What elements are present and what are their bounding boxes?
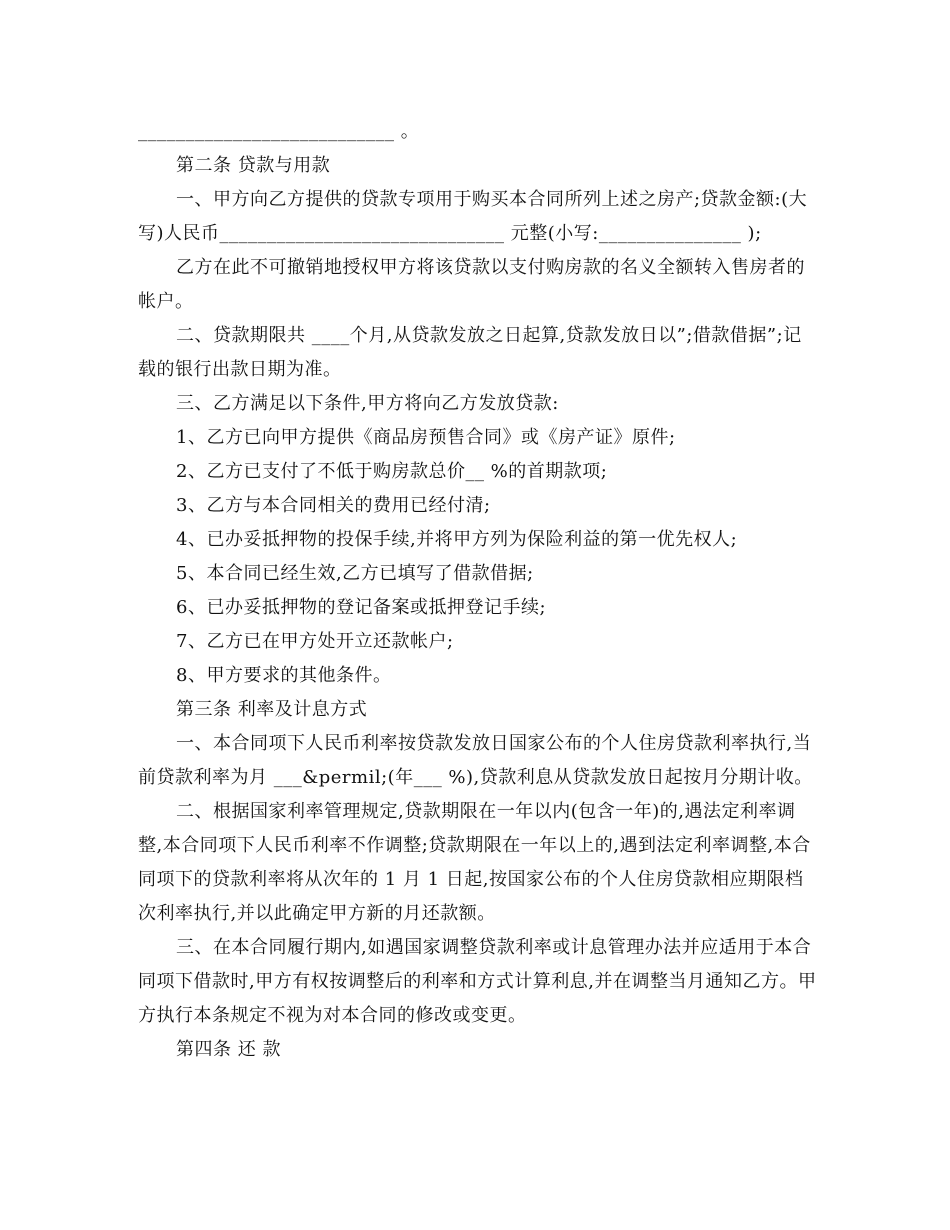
blank-line-ending: ___________________________ 。: [138, 121, 420, 142]
article-2-clause-1: 一、甲方向乙方提供的贷款专项用于购买本合同所列上述之房产;贷款金额:(大写)人民币______________________________ 元整(小写:_______________ );: [138, 189, 808, 244]
article-3-clause-2: 二、根据国家利率管理规定,贷款期限在一年以内(包含一年)的,遇法定利率调整,本合同项下人民币利率不作调整;贷款期限在一年以上的,遇到法定利率调整,本合同项下的贷款利率将从次年的 1 月 1 日起,按国家公布的个人住房贷款相应期限档次利率执行,并以此确定甲方新的月还款额。: [138, 801, 811, 924]
article-3-heading: 第三条 利率及计息方式: [176, 699, 368, 720]
article-2-clause-2: 二、贷款期限共 ____个月,从贷款发放之日起算,贷款发放日以”;借款借据”;记载的银行出款日期为准。: [138, 325, 802, 380]
article-2-clause-3: 三、乙方满足以下条件,甲方将向乙方发放贷款:: [176, 393, 559, 414]
condition-item-1: 1、乙方已向甲方提供《商品房预售合同》或《房产证》原件;: [176, 427, 676, 448]
article-2-heading: 第二条 贷款与用款: [176, 155, 331, 176]
article-2-authorization: 乙方在此不可撤销地授权甲方将该贷款以支付购房款的名义全额转入售房者的帐户。: [138, 257, 805, 312]
condition-item-6: 6、已办妥抵押物的登记备案或抵押登记手续;: [176, 597, 547, 618]
condition-item-7: 7、乙方已在甲方处开立还款帐户;: [176, 631, 454, 652]
article-4-heading: 第四条 还 款: [176, 1039, 281, 1060]
article-3-clause-1: 一、本合同项下人民币利率按贷款发放日国家公布的个人住房贷款利率执行,当前贷款利率为月 ___&permil;(年___ %),贷款利息从贷款发放日起按月分期计收。: [138, 733, 813, 788]
condition-item-5: 5、本合同已经生效,乙方已填写了借款借据;: [176, 563, 534, 584]
article-3-clause-3: 三、在本合同履行期内,如遇国家调整贷款利率或计息管理办法并应适用于本合同项下借款时,甲方有权按调整后的利率和方式计算利息,并在调整当月通知乙方。甲方执行本条规定不视为对本合同的修改或变更。: [138, 937, 817, 1026]
condition-item-3: 3、乙方与本合同相关的费用已经付清;: [176, 495, 491, 516]
condition-item-2: 2、乙方已支付了不低于购房款总价__ %的首期款项;: [176, 461, 608, 482]
contract-text: [138, 115, 818, 1067]
condition-item-4: 4、已办妥抵押物的投保手续,并将甲方列为保险利益的第一优先权人;: [176, 529, 738, 550]
condition-item-8: 8、甲方要求的其他条件。: [176, 665, 392, 686]
